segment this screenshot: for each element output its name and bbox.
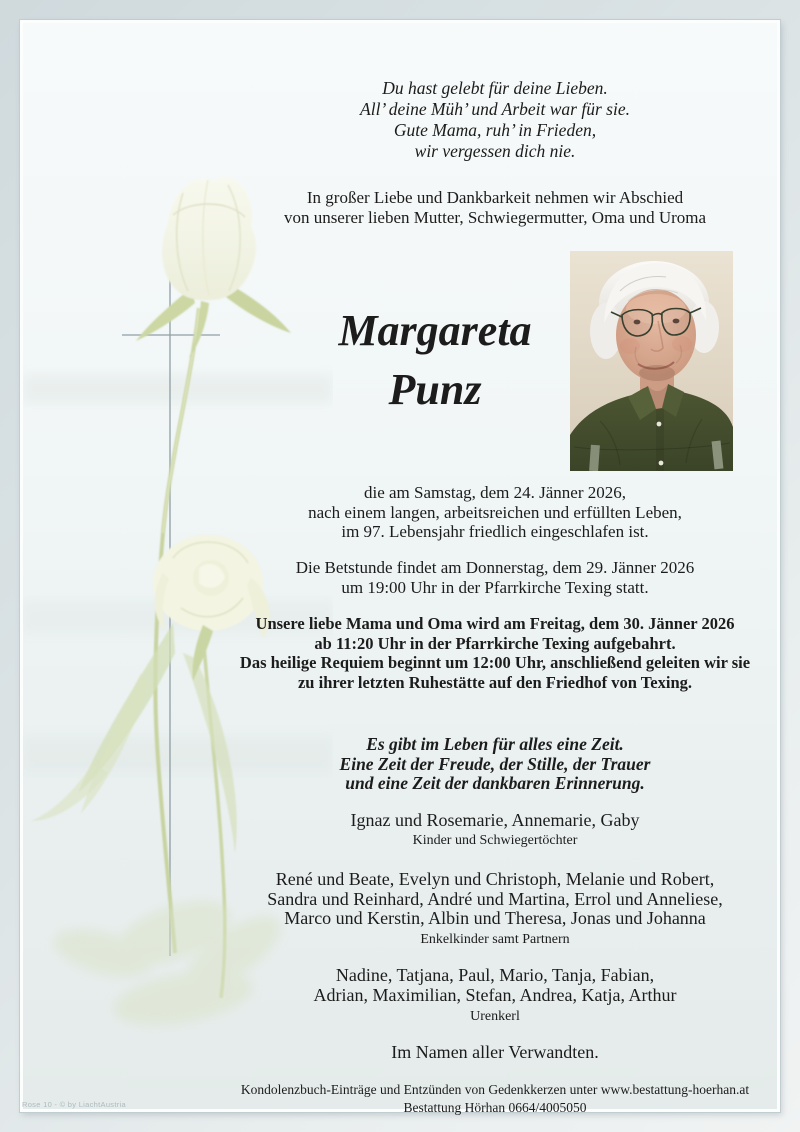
betstunde-text xyxy=(175,558,800,597)
funeral-line: zu ihrer letzten Ruhestätte auf den Friedhof von Texing. xyxy=(297,672,692,692)
funeral-text xyxy=(175,614,800,692)
memorial-card xyxy=(20,20,780,1115)
passing-text xyxy=(175,483,800,542)
verse-line: Gute Mama, ruh’ in Frieden, xyxy=(393,120,597,140)
grandchildren-line: Sandra und Reinhard, André und Martina, Errol und Anneliese, xyxy=(267,888,723,909)
grandchildren-line: René und Beate, Evelyn und Christoph, Melanie und Robert, xyxy=(275,869,715,889)
portrait-photo xyxy=(570,251,733,471)
watermark: Rose 10 - © by LiachtAustria xyxy=(22,1100,126,1109)
footer-line: Bestattung Hörhan 0664/4005050 xyxy=(403,1100,587,1115)
greatgrandchildren-line: Nadine, Tatjana, Paul, Mario, Tanja, Fabian, xyxy=(335,965,655,985)
grandchildren-relation: Enkelkinder samt Partnern xyxy=(420,932,570,947)
children-names xyxy=(175,810,800,830)
verse-line: und eine Zeit der dankbaren Erinnerung. xyxy=(345,773,645,794)
greatgrandchildren-relation: Urenkerl xyxy=(470,1009,520,1024)
verse-line: Es gibt im Leben für alles eine Zeit. xyxy=(366,734,624,754)
passing-line: nach einem langen, arbeitsreichen und erfüllten Leben, xyxy=(308,502,682,522)
opening-verse xyxy=(175,78,800,162)
children-relation: Kinder und Schwiegertöchter xyxy=(412,833,578,848)
first-name: Margareta xyxy=(338,306,532,355)
greatgrandchildren-line: Adrian, Maximilian, Stefan, Andrea, Katja, Arthur xyxy=(313,984,677,1005)
greatgrandchildren-names xyxy=(175,966,800,1005)
funeral-line: Unsere liebe Mama und Oma wird am Freitag, dem 30. Jänner 2026 xyxy=(255,614,735,633)
betstunde-line: Die Betstunde findet am Donnerstag, dem 29. Jänner 2026 xyxy=(295,558,695,577)
last-name: Punz xyxy=(388,365,482,414)
verse-line: wir vergessen dich nie. xyxy=(414,141,576,161)
verse-line: Eine Zeit der Freude, der Stille, der Trauer xyxy=(339,753,651,774)
funeral-line: ab 11:20 Uhr in der Pfarrkirche Texing aufgebahrt. xyxy=(314,633,676,653)
verse-line: Du hast gelebt für deine Lieben. xyxy=(382,78,608,98)
passing-line: die am Samstag, dem 24. Jänner 2026, xyxy=(363,483,627,502)
middle-verse xyxy=(175,735,800,794)
funeral-line: Das heilige Requiem beginnt um 12:00 Uhr, anschließend geleiten wir sie xyxy=(239,653,751,672)
grandchildren-names xyxy=(175,870,800,929)
closing-text: Im Namen aller Verwandten. xyxy=(391,1042,599,1062)
verse-line: All’ deine Müh’ und Arbeit war für sie. xyxy=(360,99,630,119)
intro-line: In großer Liebe und Dankbarkeit nehmen wir Abschied xyxy=(306,188,684,207)
passing-line: im 97. Lebensjahr friedlich eingeschlafen ist. xyxy=(341,522,649,541)
betstunde-line: um 19:00 Uhr in der Pfarrkirche Texing statt. xyxy=(341,577,649,597)
grandchildren-line: Marco und Kerstin, Albin und Theresa, Jonas und Johanna xyxy=(284,908,706,928)
children-line: Ignaz und Rosemarie, Annemarie, Gaby xyxy=(350,810,640,830)
footer-line: Kondolenzbuch-Einträge und Entzünden von Gedenkkerzen unter www.bestattung-hoerhan.at xyxy=(240,1082,750,1097)
footer-contact xyxy=(175,1081,800,1117)
intro-line: von unserer lieben Mutter, Schwiegermutter, Oma und Uroma xyxy=(283,207,707,227)
intro-text xyxy=(175,188,800,227)
